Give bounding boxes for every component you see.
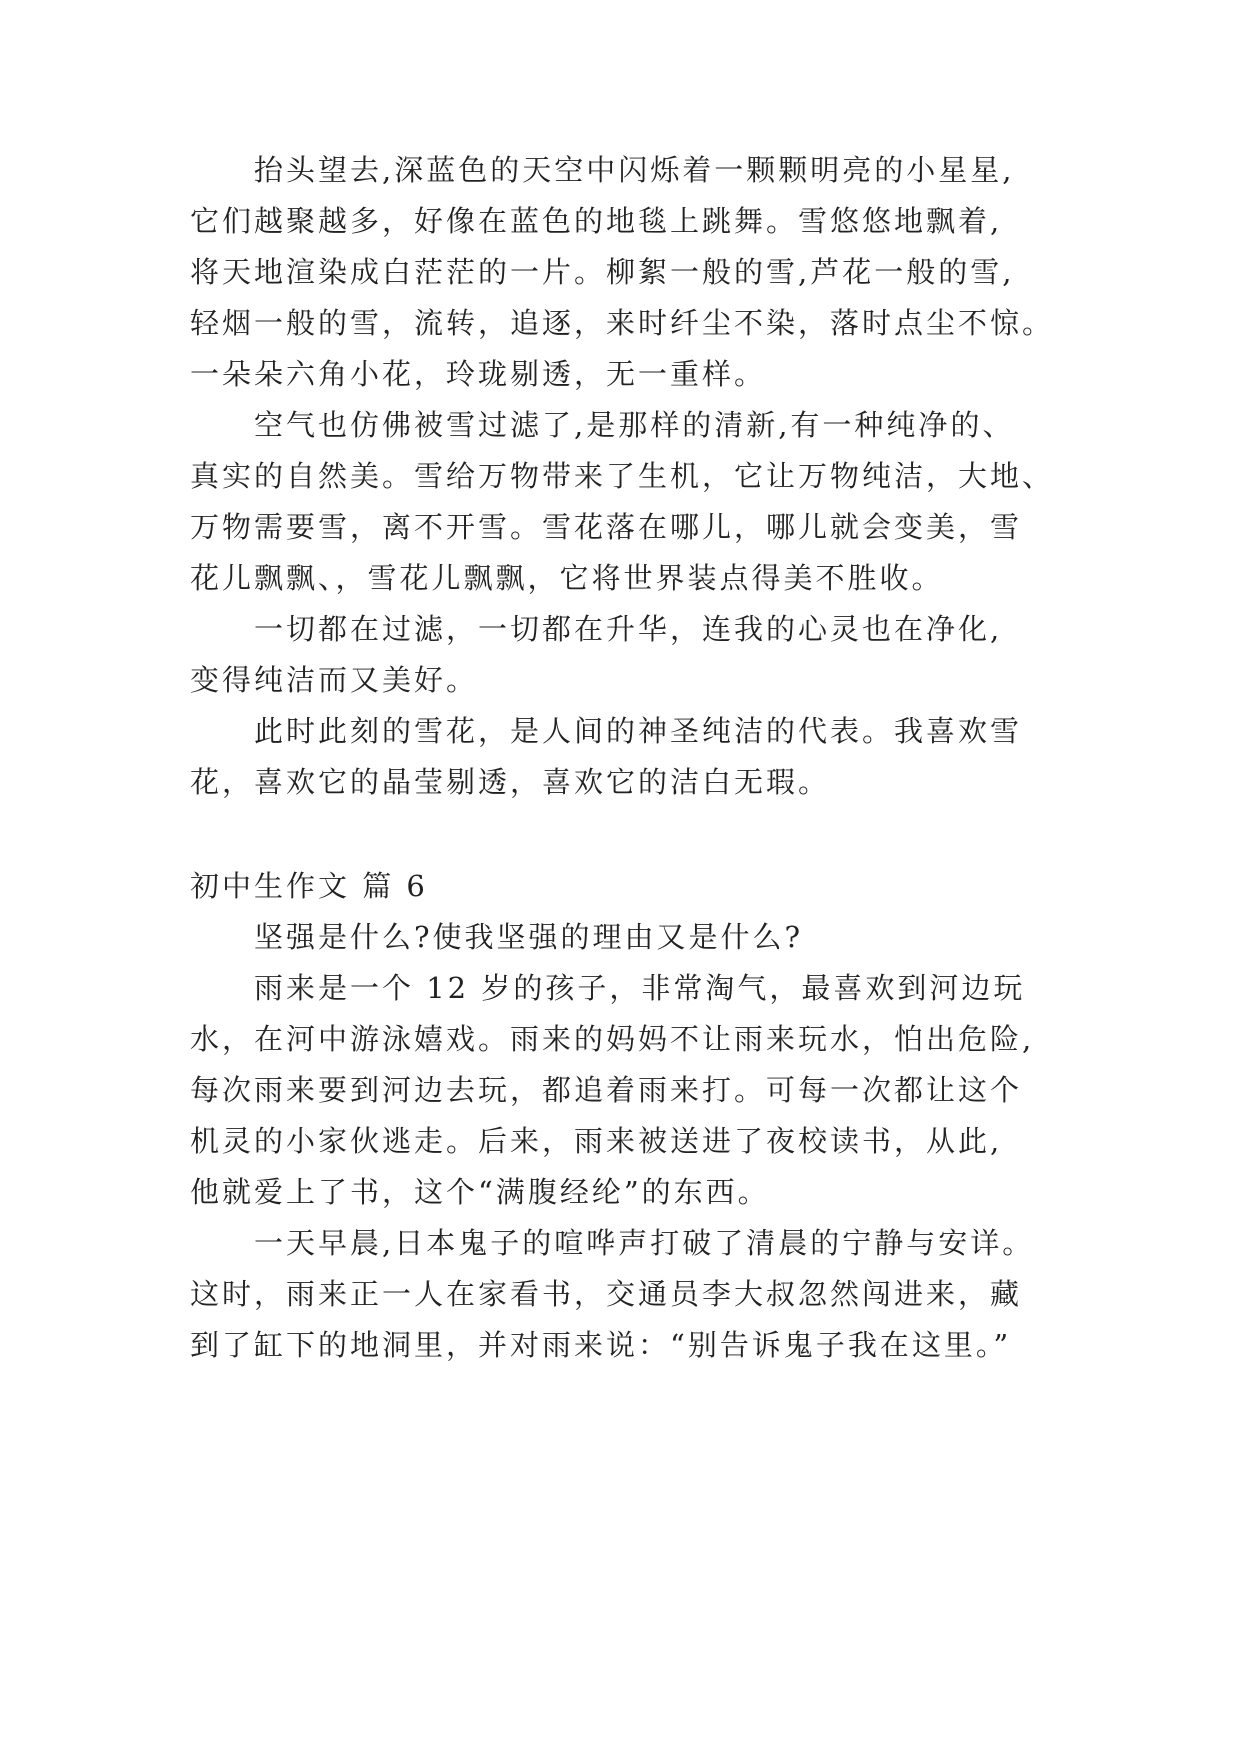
- paragraph-6-line-2: 水，在河中游泳嬉戏。雨来的妈妈不让雨来玩水，怕出危险,: [190, 1022, 1035, 1056]
- paragraph-5-line-1: 坚强是什么?使我坚强的理由又是什么?: [254, 920, 804, 954]
- paragraph-1-line-5: 一朵朵六角小花，玲珑剔透，无一重样。: [190, 357, 767, 391]
- section-heading: 初中生作文 篇 6: [190, 869, 428, 903]
- paragraph-7-line-2: 这时，雨来正一人在家看书，交通员李大叔忽然闯进来，藏: [190, 1277, 1023, 1311]
- paragraph-6-line-4: 机灵的小家伙逃走。后来，雨来被送进了夜校读书，从此,: [190, 1124, 1003, 1158]
- paragraph-2-line-1: 空气也仿佛被雪过滤了,是那样的清新,有一种纯净的、: [254, 408, 1015, 442]
- paragraph-2-line-2: 真实的自然美。雪给万物带来了生机，它让万物纯洁，大地、: [190, 459, 1055, 493]
- paragraph-3-line-2: 变得纯洁而又美好。: [190, 663, 479, 697]
- paragraph-1-line-3: 将天地渲染成白茫茫的一片。柳絮一般的雪,芦花一般的雪,: [190, 255, 1015, 289]
- paragraph-3-line-1: 一切都在过滤，一切都在升华，连我的心灵也在净化,: [254, 612, 1003, 646]
- paragraph-1-line-1: 抬头望去,深蓝色的天空中闪烁着一颗颗明亮的小星星,: [254, 153, 1015, 187]
- paragraph-6-line-1: 雨来是一个 12 岁的孩子，非常淘气，最喜欢到河边玩: [254, 971, 1026, 1005]
- paragraph-2-line-4: 花儿飘飘、，雪花儿飘飘，它将世界装点得美不胜收。: [190, 561, 944, 595]
- paragraph-4-line-1: 此时此刻的雪花，是人间的神圣纯洁的代表。我喜欢雪: [254, 714, 1023, 748]
- paragraph-6-line-3: 每次雨来要到河边去玩，都追着雨来打。可每一次都让这个: [190, 1073, 1023, 1107]
- paragraph-7-line-3: 到了缸下的地洞里，并对雨来说：“别告诉鬼子我在这里。”: [190, 1328, 1012, 1362]
- paragraph-1-line-4: 轻烟一般的雪，流转，追逐，来时纤尘不染，落时点尘不惊。: [190, 306, 1055, 340]
- paragraph-4-line-2: 花，喜欢它的晶莹剔透，喜欢它的洁白无瑕。: [190, 765, 831, 799]
- paragraph-6-line-5: 他就爱上了书，这个“满腹经纶”的东西。: [190, 1175, 770, 1209]
- paragraph-7-line-1: 一天早晨,日本鬼子的喧哗声打破了清晨的宁静与安详。: [254, 1226, 1035, 1260]
- paragraph-2-line-3: 万物需要雪，离不开雪。雪花落在哪儿，哪儿就会变美，雪: [190, 510, 1023, 544]
- paragraph-1-line-2: 它们越聚越多，好像在蓝色的地毯上跳舞。雪悠悠地飘着,: [190, 204, 1003, 238]
